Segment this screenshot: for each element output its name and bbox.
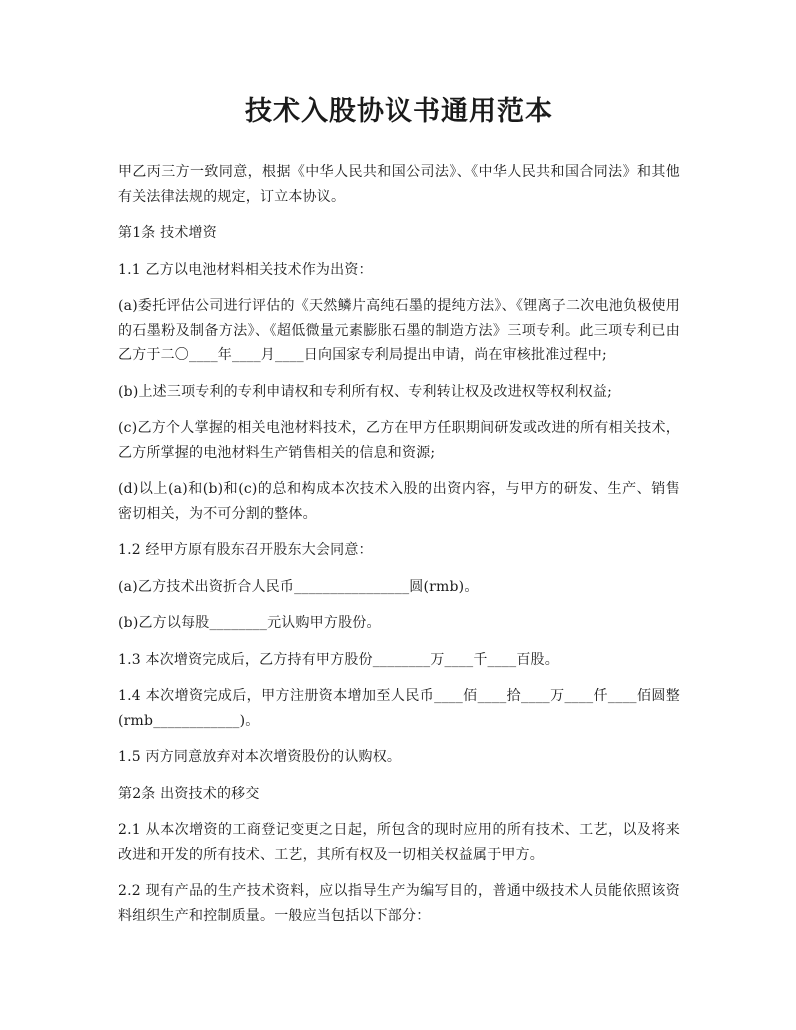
- clause-1-2-b: (b)乙方以每股________元认购甲方股份。: [118, 615, 381, 631]
- clause-1-4: 1.4 本次增资完成后，甲方注册资本增加至人民币____佰____拾____万____仟____佰圆整(rmb____________)。: [118, 688, 680, 729]
- article-1-heading: 第1条 技术增资: [118, 225, 217, 241]
- clause-1-1-a: (a)委托评估公司进行评估的《天然鳞片高纯石墨的提纯方法》、《锂离子二次电池负极使用的石墨粉及制备方法》、《超低微量元素膨胀石墨的制造方法》三项专利。此三项专利已由乙方于二〇____年____月____日向国家专利局提出申请，尚在审核批准过程中;: [118, 298, 680, 363]
- clause-1-2-a: (a)乙方技术出资折合人民币________________圆(rmb)。: [118, 578, 479, 595]
- clause-1-1: 1.1 乙方以电池材料相关技术作为出资：: [118, 261, 373, 278]
- preamble-paragraph: 甲乙丙三方一致同意，根据《中华人民共和国公司法》、《中华人民共和国合同法》和其他有关法律法规的规定，订立本协议。: [118, 164, 680, 205]
- document-title: 技术入股协议书通用范本: [245, 96, 553, 127]
- clause-1-5: 1.5 丙方同意放弃对本次增资股份的认购权。: [118, 749, 402, 765]
- clause-1-3: 1.3 本次增资完成后，乙方持有甲方股份________万____千____百股。: [118, 651, 559, 668]
- clause-2-1: 2.1 从本次增资的工商登记变更之日起，所包含的现时应用的所有技术、工艺，以及将来改进和开发的所有技术、工艺，其所有权及一切相关权益属于甲方。: [118, 822, 680, 863]
- clause-1-1-d: (d)以上(a)和(b)和(c)的总和构成本次技术入股的出资内容，与甲方的研发、生产、销售密切相关，为不可分割的整体。: [118, 481, 680, 522]
- document-page: [118, 92, 680, 940]
- clause-1-1-b: (b)上述三项专利的专利申请权和专利所有权、专利转让权及改进权等权利权益;: [118, 383, 613, 400]
- clause-2-2: 2.2 现有产品的生产技术资料，应以指导生产为编写目的，普通中级技术人员能依照该资料组织生产和控制质量。一般应当包括以下部分：: [118, 883, 680, 924]
- clause-1-1-c: (c)乙方个人掌握的相关电池材料技术，乙方在甲方任职期间研发或改进的所有相关技术，乙方所掌握的电池材料生产销售相关的信息和资源;: [118, 420, 680, 461]
- clause-1-2: 1.2 经甲方原有股东召开股东大会同意：: [118, 542, 373, 558]
- article-2-heading: 第2条 出资技术的移交: [118, 785, 260, 802]
